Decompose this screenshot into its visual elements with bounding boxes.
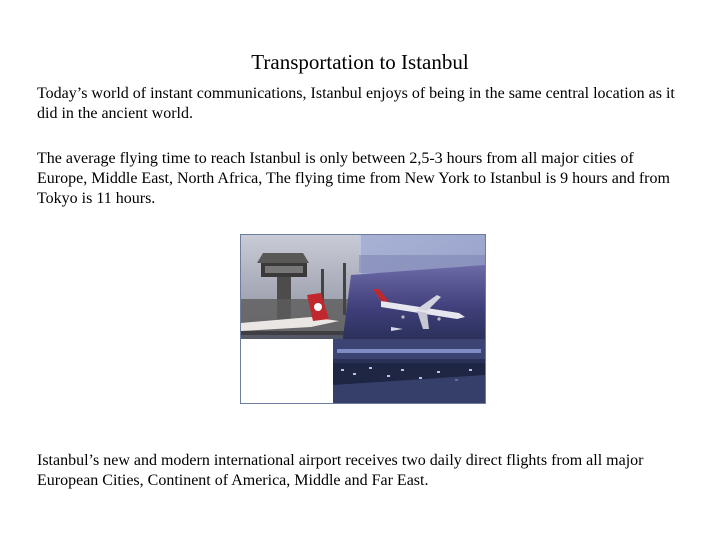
airport-paragraph: Istanbul’s new and modern international airport receives two daily direct flights from all major European Cities, Continent of America, Middle and Far East. [37,452,644,489]
intro-paragraph: Today’s world of instant communications, Istanbul enjoys of being in the same central location as it did in the ancient world. [37,85,675,122]
flight-times-paragraph: The average flying time to reach Istanbul is only between 2,5-3 hours from all major cities of Europe, Middle East, North Africa, The flying time from New York to Istanbul is 9 hours and from Tokyo is 11 hours. [37,150,670,207]
airport-collage-image [240,234,486,404]
slide-title: Transportation to Istanbul [251,50,469,74]
